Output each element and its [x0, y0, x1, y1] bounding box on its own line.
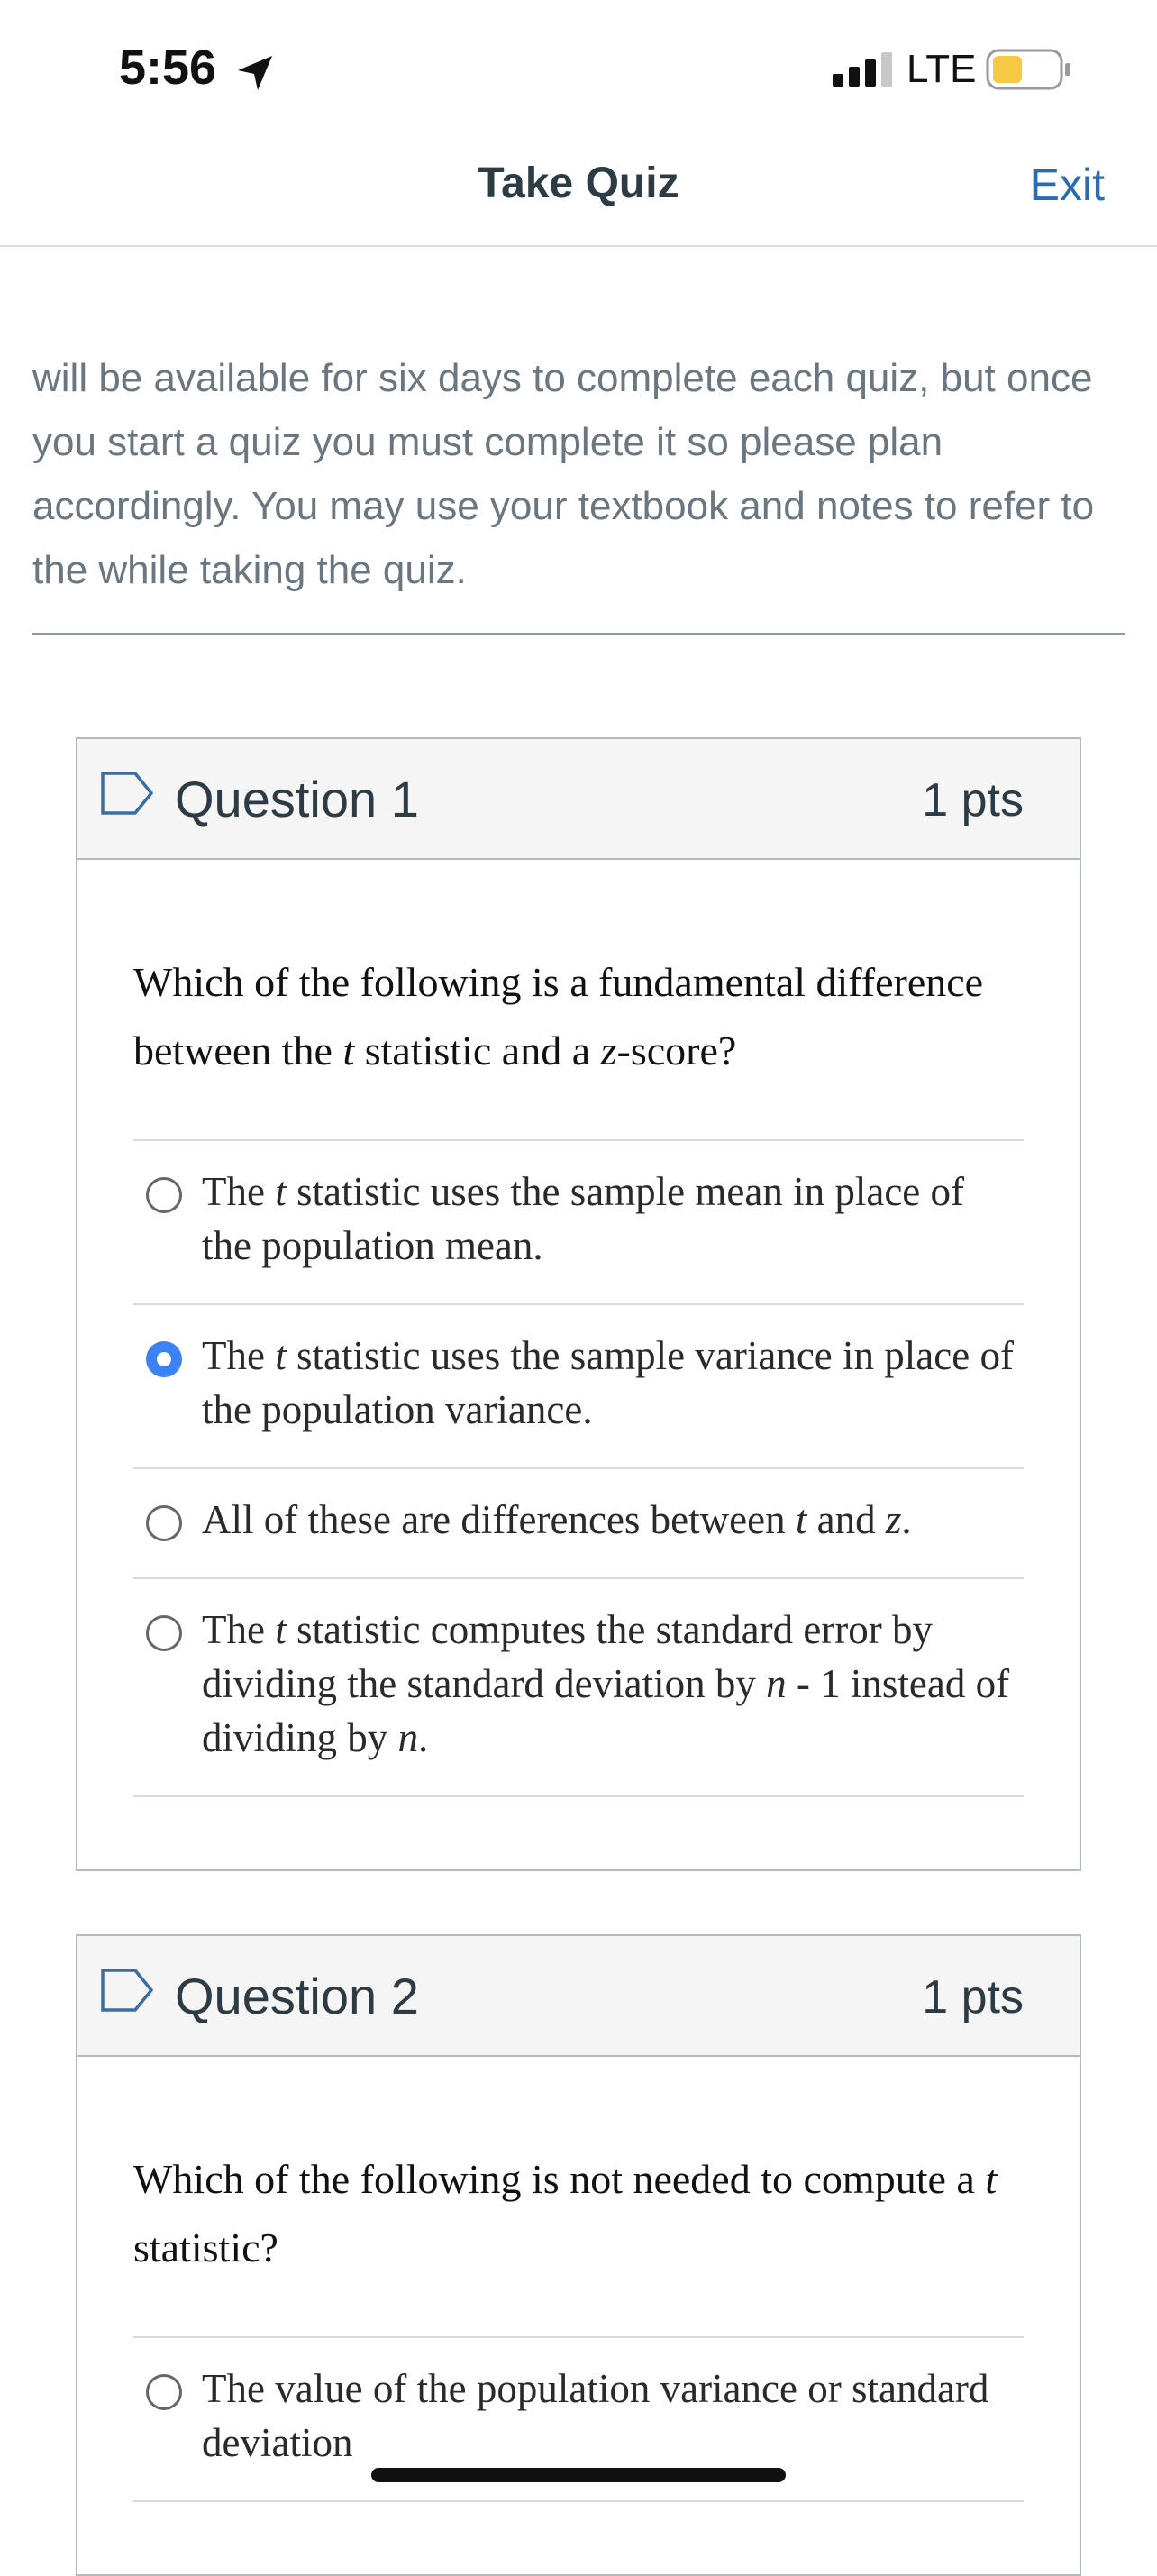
question-text: Which of the following is a fundamental difference between the t statistic and a z-score? [133, 959, 984, 1073]
answer-option[interactable] [133, 1579, 1024, 1797]
question-body [77, 2057, 1080, 2574]
answer-text: The value of the population variance or standard deviation [202, 2366, 989, 2465]
nav-bar [0, 135, 1157, 247]
home-indicator [371, 2468, 786, 2482]
math-variable: n [397, 1715, 419, 1760]
math-variable: t [275, 1169, 287, 1214]
math-variable: t [275, 1333, 287, 1378]
answer-text: The t statistic uses the sample mean in place of the population mean. [202, 1169, 965, 1268]
status-bar [0, 0, 1157, 135]
math-variable: n [766, 1661, 787, 1706]
radio-button[interactable] [146, 1341, 182, 1377]
exit-button[interactable]: Exit [1029, 160, 1105, 210]
math-variable: t [795, 1497, 807, 1542]
page-title: Take Quiz [478, 160, 679, 207]
flag-question-icon[interactable] [99, 770, 157, 817]
math-variable: t [342, 1028, 355, 1073]
battery-icon [986, 49, 1072, 90]
question-card [76, 737, 1081, 1871]
math-variable: z [885, 1497, 902, 1542]
question-title: Question 2 [175, 1968, 419, 2024]
answer-option[interactable] [133, 1141, 1024, 1305]
flag-question-icon[interactable] [99, 1967, 157, 2014]
question-header [77, 1936, 1080, 2057]
radio-button[interactable] [146, 1177, 182, 1213]
clock: 5:56 [119, 41, 217, 95]
answer-text: The t statistic uses the sample variance in place of the population variance. [202, 1333, 1014, 1432]
math-variable: t [275, 1607, 287, 1652]
answer-option[interactable] [133, 1305, 1024, 1469]
network-type: LTE [906, 47, 977, 91]
instructions-text: will be available for six days to complete each quiz, but once you start a quiz you must complete it so please plan accordingly. You may use your textbook and notes to refer to the while taking the quiz. [32, 356, 1095, 592]
question-points: 1 pts [922, 1971, 1024, 2023]
radio-button[interactable] [146, 1505, 182, 1541]
question-header [77, 739, 1080, 860]
answer-text: The t statistic computes the standard error by dividing the standard deviation by n - 1 instead of dividing by n. [202, 1607, 1010, 1760]
signal-bars-icon [833, 52, 894, 87]
instructions-panel [0, 247, 1157, 607]
divider [32, 633, 1125, 635]
radio-button[interactable] [146, 1615, 182, 1651]
math-variable: t [985, 2156, 998, 2202]
question-body [77, 860, 1080, 1869]
question-points: 1 pts [922, 774, 1024, 827]
math-variable: z [600, 1028, 617, 1073]
location-arrow-icon [232, 50, 278, 96]
answer-option[interactable] [133, 1469, 1024, 1579]
answer-list [133, 1139, 1024, 1797]
question-text: Which of the following is not needed to compute a t statistic? [133, 2156, 998, 2270]
question-title: Question 1 [175, 771, 419, 827]
radio-button[interactable] [146, 2374, 182, 2410]
answer-text: All of these are differences between t and z. [202, 1497, 912, 1542]
